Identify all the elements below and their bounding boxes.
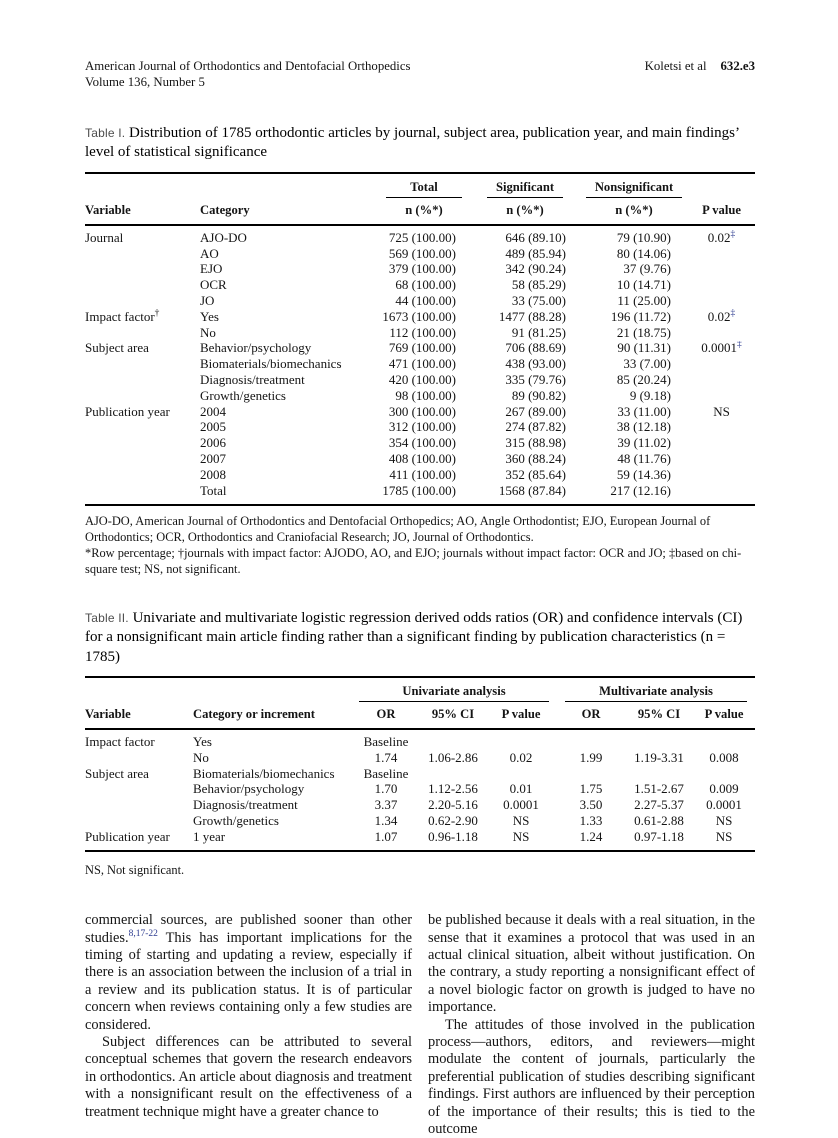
cell-variable [85, 750, 193, 766]
cell-significant: 438 (93.00) [505, 356, 566, 372]
cell-pvalue [688, 451, 755, 467]
cell-pvalue [688, 435, 755, 451]
cell-significant: 335 (79.76) [505, 372, 566, 387]
table1-caption [85, 124, 755, 163]
cell-category: Behavior/psychology [200, 340, 312, 356]
table-row [85, 813, 755, 829]
cell-total: 68 (100.00) [395, 277, 456, 293]
journal-title: American Journal of Orthodontics and Dentofacial Orthopedics [85, 59, 411, 73]
cell-variable: Subject area [85, 340, 149, 356]
cell-uni-ci: 1.06-2.86 [428, 750, 478, 765]
table-row [85, 309, 755, 325]
cell-category: JO [200, 293, 215, 308]
cell-nonsignificant: 11 (25.00) [617, 293, 671, 308]
table-row [85, 483, 755, 505]
cell-significant: 91 (81.25) [511, 324, 566, 340]
cell-multi-pvalue: 0.009 [709, 781, 739, 797]
table-row [85, 766, 755, 782]
table1-header-category: Category [200, 202, 250, 217]
cell-variable [85, 356, 200, 372]
cell-nonsignificant: 21 (18.75) [616, 324, 671, 340]
cell-uni-pvalue: NS [512, 813, 530, 828]
cell-significant: 1477 (88.28) [498, 308, 566, 324]
table-row [85, 404, 755, 420]
cell-pvalue: 0.0001‡ [701, 340, 742, 356]
cell-pvalue [688, 293, 755, 309]
table-row [85, 372, 755, 388]
cell-category: Yes [200, 308, 219, 324]
cell-total: 98 (100.00) [395, 387, 456, 403]
table-row [85, 467, 755, 483]
cell-uni-or: Baseline [363, 765, 409, 781]
table1-group-significant: Significant [470, 173, 580, 198]
cell-multi-ci: 0.61-2.88 [634, 813, 684, 828]
cell-category: Growth/genetics [200, 387, 286, 403]
paragraph [85, 912, 412, 1034]
cell-pvalue: 0.02‡ [707, 308, 736, 324]
cell-uni-or: 1.74 [374, 750, 398, 765]
running-header [85, 58, 755, 91]
cell-multi-pvalue: 0.008 [709, 750, 739, 765]
cell-multi-ci: 1.51-2.67 [634, 781, 684, 797]
cell-category: OCR [200, 277, 227, 293]
cell-variable [85, 246, 200, 262]
cell-variable [85, 388, 200, 404]
cell-category: No [200, 324, 216, 340]
cell-total: 471 (100.00) [388, 356, 456, 372]
table2-header-multi-pvalue: P value [704, 707, 744, 722]
cell-variable [85, 372, 200, 388]
cell-category: Behavior/psychology [193, 781, 305, 797]
cell-variable [85, 813, 193, 829]
cell-significant: 342 (90.24) [505, 261, 566, 277]
cell-total: 1673 (100.00) [382, 308, 456, 324]
cell-variable [85, 435, 200, 451]
page-folio: 632.e3 [720, 59, 755, 73]
cell-nonsignificant: 38 (12.18) [616, 419, 671, 435]
table2-ns-note: NS, Not significant. [85, 863, 185, 877]
cell-variable [85, 420, 200, 436]
cell-total: 408 (100.00) [388, 451, 456, 466]
article-page [85, 0, 755, 1138]
table-row [85, 829, 755, 851]
table2-label: Table II. [85, 610, 129, 625]
cell-significant: 267 (89.00) [505, 403, 566, 419]
table-row [85, 750, 755, 766]
table2-group-univariate: Univariate analysis [351, 677, 557, 702]
cell-category: Biomaterials/biomechanics [200, 356, 342, 372]
cell-variable: Journal [85, 229, 124, 245]
reference-citation[interactable]: 8,17-22 [128, 928, 158, 939]
table1-column-header-row [85, 198, 755, 225]
cell-variable [85, 797, 193, 813]
table-row [85, 729, 755, 750]
table-2 [85, 676, 755, 852]
table-row [85, 451, 755, 467]
cell-total: 725 (100.00) [388, 229, 456, 245]
cell-significant: 58 (85.29) [511, 277, 566, 293]
cell-category: 2008 [200, 466, 226, 482]
cell-multi-ci: 0.97-1.18 [634, 829, 684, 844]
cell-pvalue [688, 483, 755, 505]
cell-uni-ci: 2.20-5.16 [428, 797, 478, 813]
table2-caption [85, 609, 755, 668]
cell-pvalue [688, 388, 755, 404]
cell-total: 1785 (100.00) [382, 482, 456, 498]
cell-multi-or [557, 729, 625, 750]
cell-uni-ci [421, 766, 485, 782]
cell-nonsignificant: 33 (7.00) [623, 356, 671, 372]
cell-nonsignificant: 90 (11.31) [617, 340, 671, 356]
table1-symbols-note: *Row percentage; †journals with impact factor: AJODO, AO, and EJO; journals without impact factor: OCR and JO; ‡based on chi-square test; NS, not significant. [85, 546, 742, 577]
authors: Koletsi et al [644, 59, 707, 73]
cell-variable [85, 483, 200, 505]
table2-header-uni-pvalue: P value [501, 707, 541, 722]
table-row [85, 388, 755, 404]
cell-category: 2005 [200, 419, 226, 435]
table1-abbreviations: AJO-DO, American Journal of Orthodontics and Dentofacial Orthopedics; AO, Angle Orthodontist; EJO, European Journal of Orthodontics; OCR, Orthodontics and Craniofacial Research; JO, Journal of Orthodontics. [85, 513, 711, 544]
table-row [85, 325, 755, 341]
cell-category: No [193, 750, 209, 765]
table-row [85, 341, 755, 357]
cell-uni-pvalue: NS [512, 829, 530, 844]
cell-pvalue [688, 246, 755, 262]
table-row [85, 277, 755, 293]
cell-total: 354 (100.00) [388, 435, 456, 451]
cell-multi-ci [625, 729, 693, 750]
cell-nonsignificant: 217 (12.16) [610, 482, 671, 498]
cell-pvalue [688, 420, 755, 436]
table2-caption-text: Univariate and multivariate logistic regression derived odds ratios (OR) and confidence intervals (CI) for a nonsignificant main article finding rather than a significant finding by publication characteristics (n = 1785) [85, 609, 743, 665]
cell-variable: Impact factor [85, 734, 155, 750]
cell-nonsignificant: 33 (11.00) [617, 403, 671, 419]
cell-uni-ci: 1.12-2.56 [428, 781, 478, 797]
cell-total: 569 (100.00) [388, 245, 456, 261]
cell-uni-ci [421, 729, 485, 750]
cell-total: 44 (100.00) [395, 293, 456, 308]
cell-pvalue [688, 325, 755, 341]
cell-category: AJO-DO [200, 229, 247, 245]
cell-multi-ci: 1.19-3.31 [634, 750, 684, 765]
cell-significant: 1568 (87.84) [498, 482, 566, 498]
cell-significant: 352 (85.64) [505, 466, 566, 482]
cell-variable [85, 293, 200, 309]
cell-uni-or: 1.07 [374, 829, 398, 844]
cell-pvalue: NS [713, 403, 730, 419]
cell-variable [85, 277, 200, 293]
cell-significant: 706 (88.69) [505, 340, 566, 356]
cell-category: AO [200, 245, 219, 261]
cell-pvalue [688, 372, 755, 388]
table1-body [85, 225, 755, 505]
paragraph-text: This has important implications for the timing of starting and updating a review, especially if there is an association between the inclusion of a trial in a review and its publication status. It is of particular concern when reviews containing only a few studies are considered. [85, 929, 412, 1033]
cell-uni-pvalue [485, 729, 557, 750]
cell-category: Diagnosis/treatment [200, 372, 305, 387]
cell-significant: 89 (90.82) [511, 387, 566, 403]
table-1 [85, 172, 755, 506]
cell-nonsignificant: 79 (10.90) [616, 229, 671, 245]
cell-category: Diagnosis/treatment [193, 797, 298, 813]
body-text [85, 912, 755, 1138]
table2-group-multivariate: Multivariate analysis [557, 677, 755, 702]
cell-significant: 360 (88.24) [505, 451, 566, 466]
table-row [85, 797, 755, 813]
table1-footnotes [85, 513, 755, 578]
table1-group-total: Total [378, 173, 470, 198]
cell-significant: 646 (89.10) [505, 229, 566, 245]
cell-variable: Publication year [85, 403, 170, 419]
table1-label: Table I. [85, 125, 126, 140]
table-row [85, 420, 755, 436]
cell-multi-pvalue: NS [715, 829, 733, 844]
cell-nonsignificant: 80 (14.06) [616, 245, 671, 261]
cell-nonsignificant: 39 (11.02) [617, 435, 671, 451]
table2-column-header-row [85, 702, 755, 729]
paragraph: be published because it deals with a real situation, in the sense that it examines a protocol that was used in an actual clinical situation, albeit without justification. On the contrary, a study reporting a nonsignificant effect of a novel biologic factor on growth is judged to have no importance. [428, 912, 755, 1016]
cell-total: 379 (100.00) [388, 261, 456, 277]
table1-group-header-row [85, 173, 755, 198]
cell-nonsignificant: 59 (14.36) [616, 466, 671, 482]
cell-uni-pvalue [485, 766, 557, 782]
cell-significant: 489 (85.94) [505, 245, 566, 261]
cell-variable: Subject area [85, 765, 149, 781]
cell-total: 420 (100.00) [388, 372, 456, 387]
table-row [85, 782, 755, 798]
cell-uni-or: 1.34 [374, 813, 398, 828]
table2-body [85, 729, 755, 851]
table1-header-n-total: n (%*) [405, 202, 443, 217]
left-column [85, 912, 412, 1138]
cell-total: 112 (100.00) [389, 324, 456, 340]
cell-significant: 33 (75.00) [511, 293, 566, 308]
cell-nonsignificant: 10 (14.71) [616, 277, 671, 293]
paragraph: The attitudes of those involved in the publication process—authors, editors, and reviewers—might modulate the content of journals, particularly the preferential publication of studies describing significant findings. First authors are influenced by their perception of the importance of their results; this is tied to the outcome [428, 1016, 755, 1138]
cell-category: 1 year [193, 829, 226, 844]
table-row [85, 246, 755, 262]
cell-total: 312 (100.00) [388, 419, 456, 435]
table1-header-n-nonsignificant: n (%*) [615, 202, 653, 217]
cell-multi-ci: 2.27-5.37 [634, 797, 684, 813]
volume-number: Volume 136, Number 5 [85, 75, 205, 90]
cell-variable: Publication year [85, 829, 170, 844]
cell-total: 411 (100.00) [389, 466, 456, 482]
cell-category: EJO [200, 261, 223, 277]
cell-category: 2006 [200, 435, 226, 451]
table2-header-category: Category or increment [193, 707, 315, 722]
cell-uni-ci: 0.62-2.90 [428, 813, 478, 828]
cell-multi-or: 3.50 [579, 797, 603, 813]
cell-nonsignificant: 196 (11.72) [610, 308, 671, 324]
cell-multi-or [557, 766, 625, 782]
table2-header-uni-ci: 95% CI [431, 707, 475, 722]
cell-variable: Impact factor† [85, 308, 160, 324]
paragraph: Subject differences can be attributed to several conceptual schemes that govern the research endeavors in orthodontics. An article about diagnosis and treatment with a nonsignificant result on the effectiveness of a treatment technique might have a greater chance to [85, 1034, 412, 1120]
cell-multi-pvalue [693, 766, 755, 782]
table1-header-variable: Variable [85, 202, 131, 217]
table2-header-multi-ci: 95% CI [637, 707, 681, 722]
cell-nonsignificant: 37 (9.76) [623, 261, 671, 277]
cell-multi-or: 1.24 [579, 829, 603, 844]
table2-header-uni-or: OR [376, 707, 396, 722]
table2-header [85, 677, 755, 729]
paragraph-text: commercial sources, are published sooner than other studies. [85, 912, 412, 946]
cell-significant: 315 (88.98) [505, 435, 566, 451]
cell-variable [85, 467, 200, 483]
table1-group-nonsignificant: Nonsignificant [580, 173, 688, 198]
right-column [428, 912, 755, 1138]
cell-multi-pvalue: 0.0001 [706, 797, 742, 813]
cell-category: Growth/genetics [193, 813, 279, 828]
cell-uni-pvalue: 0.01 [509, 781, 533, 797]
table-row [85, 435, 755, 451]
cell-uni-or: 3.37 [374, 797, 398, 813]
cell-category: Yes [193, 734, 212, 750]
table-row [85, 293, 755, 309]
cell-significant: 274 (87.82) [505, 419, 566, 435]
journal-info [85, 58, 411, 91]
cell-uni-pvalue: 0.0001 [503, 797, 539, 813]
cell-multi-ci [625, 766, 693, 782]
cell-pvalue [688, 277, 755, 293]
table2-footnote [85, 862, 755, 878]
cell-uni-ci: 0.96-1.18 [428, 829, 478, 844]
table-row [85, 262, 755, 278]
cell-total: 300 (100.00) [388, 403, 456, 419]
cell-nonsignificant: 85 (20.24) [616, 372, 671, 387]
cell-category: 2007 [200, 451, 226, 466]
table2-header-variable: Variable [85, 707, 131, 722]
cell-total: 769 (100.00) [388, 340, 456, 356]
cell-uni-or: 1.70 [374, 781, 398, 797]
cell-multi-pvalue: NS [715, 813, 733, 828]
table1-caption-text: Distribution of 1785 orthodontic articles by journal, subject area, publication year, and main findings’ level of statistical significance [85, 124, 739, 161]
cell-pvalue [688, 262, 755, 278]
cell-pvalue: 0.02‡ [707, 229, 736, 245]
cell-pvalue [688, 467, 755, 483]
cell-variable [85, 782, 193, 798]
cell-category: 2004 [200, 403, 226, 419]
cell-multi-pvalue [693, 729, 755, 750]
cell-nonsignificant: 48 (11.76) [617, 451, 671, 466]
cell-variable [85, 325, 200, 341]
cell-multi-or: 1.99 [579, 750, 603, 765]
table1-header-pvalue: P value [702, 202, 741, 217]
cell-uni-or: Baseline [363, 734, 409, 750]
cell-multi-or: 1.75 [579, 781, 603, 797]
cell-multi-or: 1.33 [579, 813, 603, 828]
table1-header [85, 173, 755, 225]
table-row [85, 225, 755, 246]
table1-header-n-significant: n (%*) [506, 202, 544, 217]
table2-group-header-row [85, 677, 755, 702]
cell-category: Biomaterials/biomechanics [193, 765, 335, 781]
cell-category: Total [200, 482, 227, 498]
cell-nonsignificant: 9 (9.18) [629, 387, 671, 403]
cell-variable [85, 262, 200, 278]
cell-uni-pvalue: 0.02 [509, 750, 533, 765]
cell-variable [85, 451, 200, 467]
cell-pvalue [688, 356, 755, 372]
table-row [85, 356, 755, 372]
author-folio [645, 58, 755, 91]
table2-header-multi-or: OR [581, 707, 601, 722]
